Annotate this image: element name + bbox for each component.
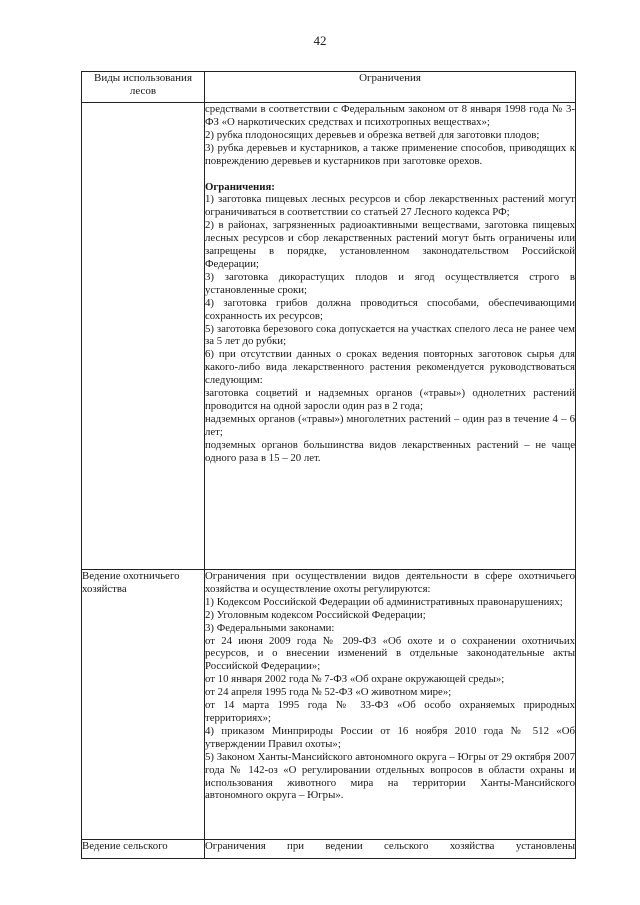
paragraph: 1) заготовка пищевых лесных ресурсов и сбор лекарственных растений могут ограничиваться в соответствии со статьей 27 Лесного кодекса РФ; xyxy=(205,193,575,219)
paragraph: 5) заготовка березового сока допускается на участках спелого леса не ранее чем за 5 лет до рубки; xyxy=(205,322,575,348)
table-row xyxy=(82,103,576,570)
paragraph: от 24 июня 2009 года № 209-ФЗ «Об охоте и о сохранении охотничьих ресурсов, и о внесении изменений в отдельные законодательные акты Российской Федерации»; xyxy=(205,634,575,673)
paragraph-spacer xyxy=(205,168,575,181)
row-restrictions-cell xyxy=(205,570,576,840)
paragraph: 2) Уголовным кодексом Российской Федерации; xyxy=(205,608,426,621)
paragraph: 3) Федеральными законами: xyxy=(205,621,335,634)
paragraph: подземных органов большинства видов лекарственных растений – не чаще одного раза в 15 – 20 лет. xyxy=(205,438,575,464)
row-type-cell xyxy=(82,103,205,570)
row-restrictions-cell xyxy=(205,840,576,859)
row-restrictions-cell xyxy=(205,103,576,570)
paragraph: 4) приказом Минприроды России от 16 ноября 2010 года № 512 «Об утверждении Правил охоты»; xyxy=(205,724,575,750)
page-number: 42 xyxy=(313,33,327,48)
paragraph: заготовка соцветий и надземных органов («травы») однолетних растений проводится на одной заросли один раз в 2 года; xyxy=(205,387,575,412)
paragraph: 3) рубка деревьев и кустарников, а также применение способов, приводящих к повреждению деревьев и кустарников при заготовке орехов. xyxy=(205,141,575,167)
header-restrictions: Ограничения xyxy=(205,72,576,103)
row-type-cell: Ведение охотничьего хозяйства xyxy=(82,570,205,840)
paragraph: надземных органов («травы») многолетних растений – один раз в течение 4 – 6 лет; xyxy=(205,412,575,438)
restrictions-heading: Ограничения: xyxy=(205,180,275,193)
paragraph: от 10 января 2002 года № 7-ФЗ «Об охране окружающей среды»; xyxy=(205,673,505,686)
paragraph: 3) заготовка дикорастущих плодов и ягод осуществляется строго в установленные сроки; xyxy=(205,270,575,296)
paragraph: Ограничения при ведении сельского хозяйства установлены xyxy=(205,840,575,852)
paragraph: 5) Законом Ханты-Мансийского автономного округа – Югры от 29 октября 2007 года № 142-оз «О регулировании отдельных вопросов в области охраны и использования животного мира на территории Ханты-Мансийского автономного округа – Югры». xyxy=(205,750,575,802)
paragraph: от 24 апреля 1995 года № 52-ФЗ «О животном мире»; xyxy=(205,686,452,699)
row-type-cell: Ведение сельского xyxy=(82,840,205,859)
restrictions-table xyxy=(81,71,576,859)
table-row xyxy=(82,840,576,859)
paragraph: средствами в соответствии с Федеральным законом от 8 января 1998 года № 3-ФЗ «О наркотических средствах и психотропных веществах»; xyxy=(205,103,575,128)
header-forest-use-types: Виды использования лесов xyxy=(82,72,205,103)
paragraph: 4) заготовка грибов должна проводиться способами, обеспечивающими сохранность их ресурсов; xyxy=(205,296,575,322)
paragraph: Ограничения при осуществлении видов деятельности в сфере охотничьего хозяйства и осуществление охоты регулируются: xyxy=(205,570,575,595)
paragraph: 2) в районах, загрязненных радиоактивными веществами, заготовка пищевых лесных ресурсов и сбор лекарственных растений могут быть ограничены или запрещены в порядке, установленном законодательством Российской Федерации; xyxy=(205,219,575,270)
paragraph: от 14 марта 1995 года № 33-ФЗ «Об особо охраняемых природных территориях»; xyxy=(205,699,575,724)
table-header-row xyxy=(82,72,576,103)
table-row xyxy=(82,570,576,840)
paragraph: 6) при отсутствии данных о сроках ведения повторных заготовок сырья для какого-либо вида лекарственного растения рекомендуется руководствоваться следующим: xyxy=(205,348,575,387)
paragraph: 2) рубка плодоносящих деревьев и обрезка ветвей для заготовки плодов; xyxy=(205,128,540,141)
paragraph: 1) Кодексом Российской Федерации об административных правонарушениях; xyxy=(205,595,563,608)
